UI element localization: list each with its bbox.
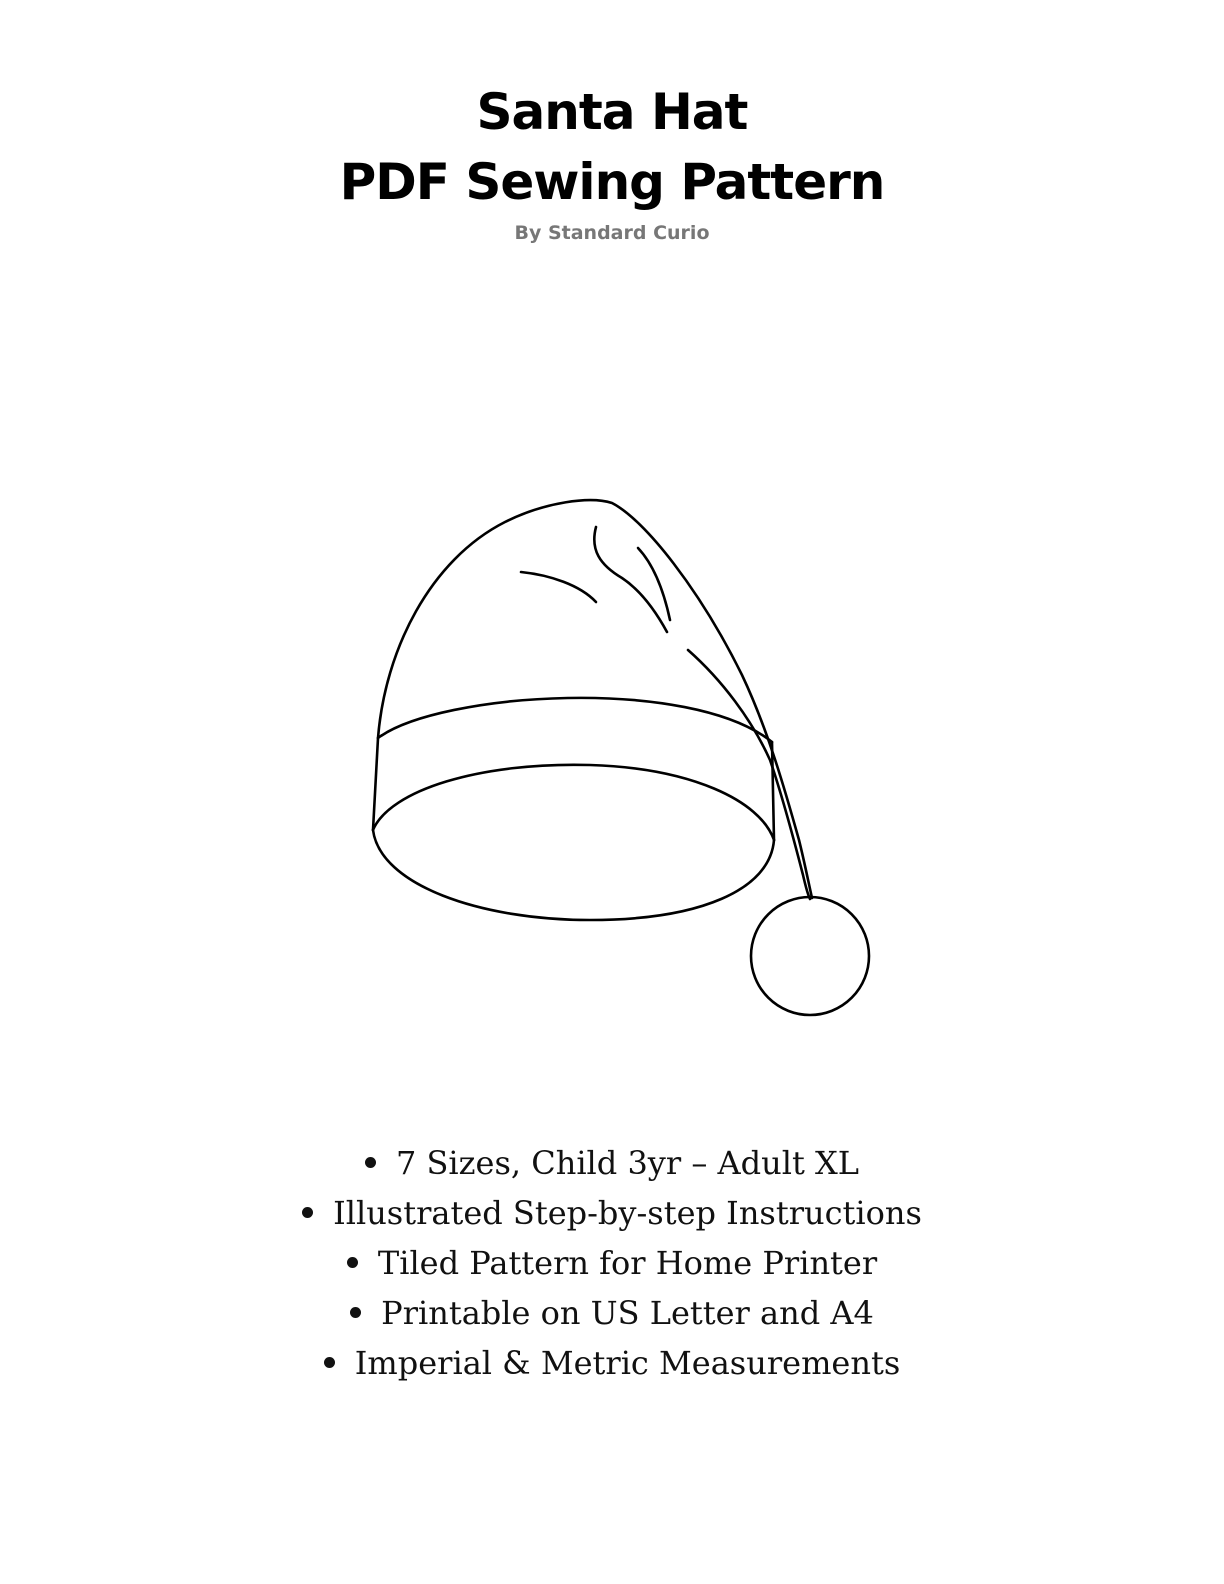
feature-item <box>0 1238 1224 1288</box>
feature-text: Imperial & Metric Measurements <box>354 1344 901 1382</box>
hat-brim-inner-back <box>373 765 774 840</box>
feature-text: Printable on US Letter and A4 <box>381 1294 874 1332</box>
bullet-icon <box>365 1157 376 1168</box>
santa-hat-icon <box>340 480 900 1040</box>
page-subtitle: PDF Sewing Pattern <box>339 153 885 211</box>
bullet-icon <box>302 1207 313 1218</box>
feature-text: 7 Sizes, Child 3yr – Adult XL <box>395 1144 860 1182</box>
hat-brim-left-side <box>373 738 378 830</box>
feature-text: Illustrated Step-by-step Instructions <box>333 1194 922 1232</box>
feature-item <box>0 1188 1224 1238</box>
bullet-icon <box>347 1257 358 1268</box>
feature-item <box>0 1338 1224 1388</box>
hat-fold-crease-1 <box>521 572 596 602</box>
feature-text: Tiled Pattern for Home Printer <box>377 1244 878 1282</box>
feature-item <box>0 1288 1224 1338</box>
feature-item <box>0 1138 1224 1188</box>
hat-brim-top <box>378 698 772 742</box>
page-title: Santa Hat <box>476 83 748 141</box>
author-byline: By Standard Curio <box>514 222 710 244</box>
hat-brim-bottom-front <box>373 830 774 920</box>
bullet-icon <box>350 1307 361 1318</box>
feature-list <box>0 1138 1224 1388</box>
bullet-icon <box>324 1357 335 1368</box>
pompom-circle <box>751 897 869 1015</box>
